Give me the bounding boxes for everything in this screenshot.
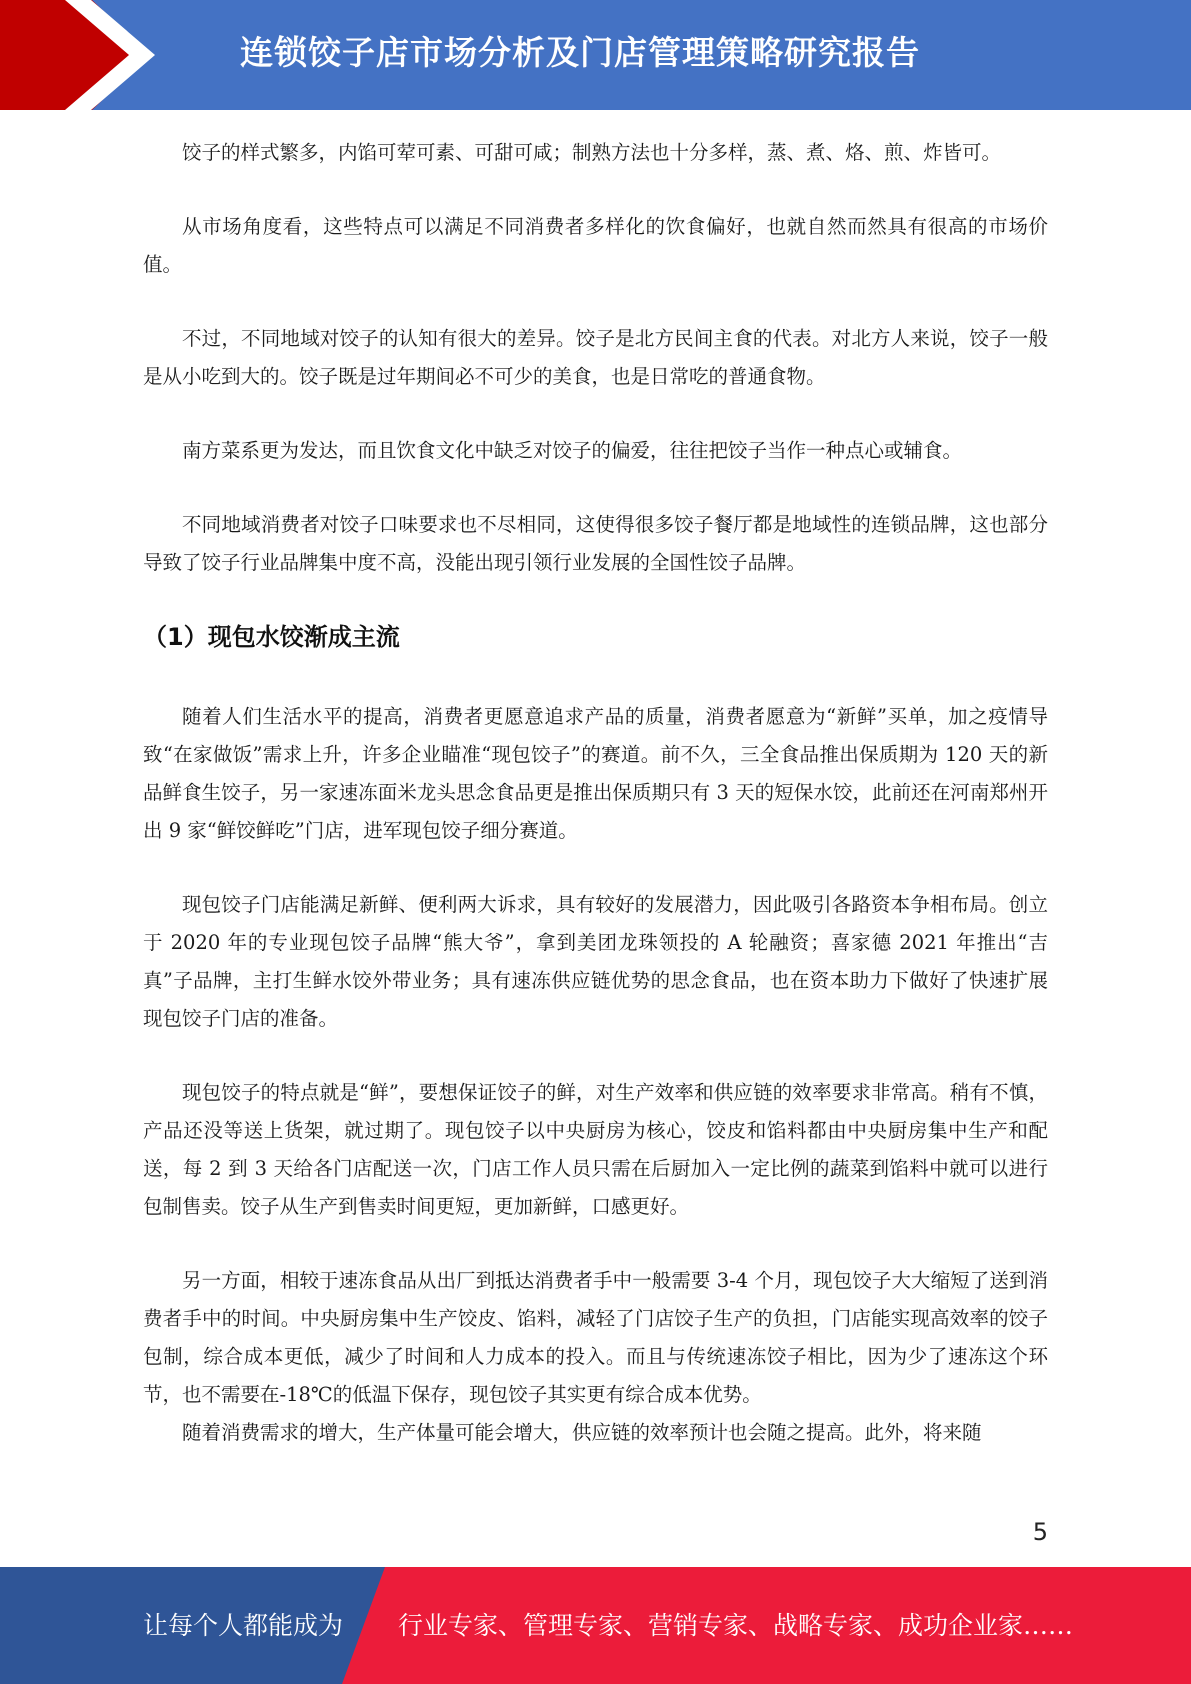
footer-slogan-right: 行业专家、管理专家、营销专家、战略专家、成功企业家…… [398,1611,1074,1640]
paragraph-section-4: 另一方面，相较于速冻食品从出厂到抵达消费者手中一般需要 3-4 个月，现包饺子大大缩短了送到消费者手中的时间。中央厨房集中生产饺皮、馅料，减轻了门店饺子生产的负担，门店能实现高效率的饺子包制，综合成本更低，减少了时间和人力成本的投入。而且与传统速冻饺子相比，因为少了速冻这个环节，也不需要在-18℃的低温下保存，现包饺子其实更有综合成本优势。 [143,1269,1048,1406]
paragraph-section-2: 现包饺子门店能满足新鲜、便利两大诉求，具有较好的发展潜力，因此吸引各路资本争相布局。创立于 2020 年的专业现包饺子品牌“熊大爷”，拿到美团龙珠领投的 A 轮融资；喜家德 2021 年推出“吉真”子品牌，主打生鲜水饺外带业务；具有速冻供应链优势的思念食品，也在资本助力下做好了快速扩展现包饺子门店的准备。 [143,893,1048,1030]
paragraph-intro-3: 不过，不同地域对饺子的认知有很大的差异。饺子是北方民间主食的代表。对北方人来说，饺子一般是从小吃到大的。饺子既是过年期间必不可少的美食，也是日常吃的普通食物。 [143,327,1048,388]
header-red-chevron [0,0,150,110]
document-body [143,134,1048,1452]
paragraph-intro-4: 南方菜系更为发达，而且饮食文化中缺乏对饺子的偏爱，往往把饺子当作一种点心或辅食。 [182,439,963,462]
paragraph-intro-5: 不同地域消费者对饺子口味要求也不尽相同，这使得很多饺子餐厅都是地域性的连锁品牌，这也部分导致了饺子行业品牌集中度不高，没能出现引领行业发展的全国性饺子品牌。 [143,513,1048,574]
paragraph-section-5: 随着消费需求的增大，生产体量可能会增大，供应链的效率预计也会随之提高。此外，将来随 [182,1421,982,1444]
paragraph-intro-2: 从市场角度看，这些特点可以满足不同消费者多样化的饮食偏好，也就自然而然具有很高的市场价值。 [143,215,1048,276]
page-footer [0,1567,1191,1684]
footer-slogan-left: 让每个人都能成为 [143,1611,344,1640]
section-heading: （1）现包水饺渐成主流 [143,623,400,651]
paragraph-intro-1: 饺子的样式繁多，内馅可荤可素、可甜可咸；制熟方法也十分多样，蒸、煮、烙、煎、炸皆可。 [182,141,1002,164]
page-header [0,0,1191,110]
page-number: 5 [1032,1518,1048,1546]
paragraph-section-3: 现包饺子的特点就是“鲜”，要想保证饺子的鲜，对生产效率和供应链的效率要求非常高。稍有不慎，产品还没等送上货架，就过期了。现包饺子以中央厨房为核心，饺皮和馅料都由中央厨房集中生产和配送，每 2 到 3 天给各门店配送一次，门店工作人员只需在后厨加入一定比例的蔬菜到馅料中就可以进行包制售卖。饺子从生产到售卖时间更短，更加新鲜，口感更好。 [143,1081,1048,1218]
report-title: 连锁饺子店市场分析及门店管理策略研究报告 [240,33,920,72]
paragraph-section-1: 随着人们生活水平的提高，消费者更愿意追求产品的质量，消费者愿意为“新鲜”买单，加之疫情导致“在家做饭”需求上升，许多企业瞄准“现包饺子”的赛道。前不久，三全食品推出保质期为 120 天的新品鲜食生饺子，另一家速冻面米龙头思念食品更是推出保质期只有 3 天的短保水饺，此前还在河南郑州开出 9 家“鲜饺鲜吃”门店，进军现包饺子细分赛道。 [143,705,1048,842]
